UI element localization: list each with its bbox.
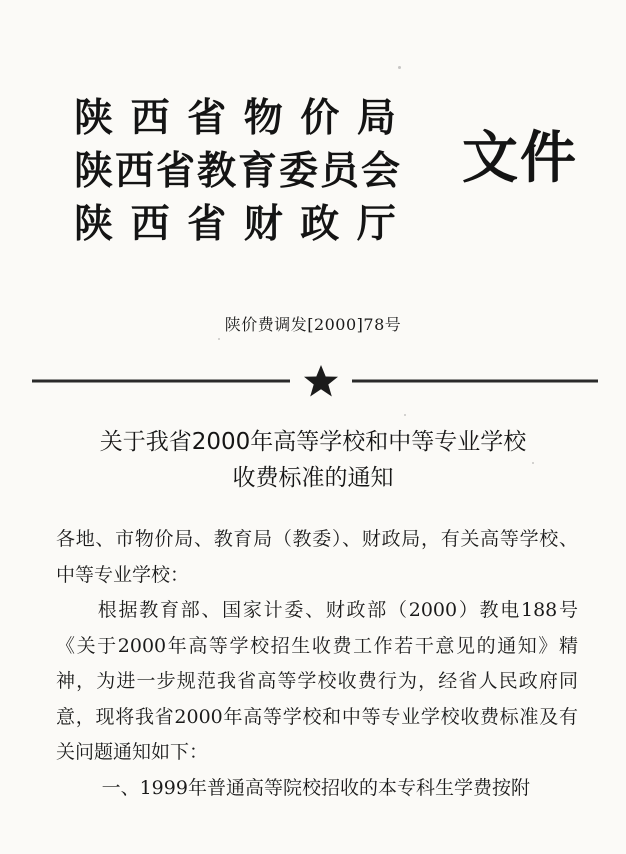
document-number: 陕价费调发[2000]78号 bbox=[224, 315, 402, 334]
scan-speck bbox=[532, 462, 534, 464]
notice-body bbox=[56, 522, 578, 806]
agency-finance-department: 陕 西 省 财 政 厅 bbox=[74, 201, 398, 247]
notice-title bbox=[0, 424, 626, 496]
scan-speck bbox=[218, 338, 220, 340]
document-type-label: 文件 bbox=[462, 125, 578, 191]
body-paragraph-2: 一、1999年普通高等院校招收的本专科生学费按附 bbox=[101, 776, 530, 799]
star-icon bbox=[304, 365, 338, 397]
red-header-divider bbox=[32, 364, 598, 398]
body-paragraph-1: 根据教育部、国家计委、财政部（2000）教电188号《关于2000年高等学校招生收费工作若干意见的通知》精神，为进一步规范我省高等学校收费行为，经省人民政府同意，现将我省2000年高等学校和中等专业学校收费标准及有关问题通知如下： bbox=[56, 599, 578, 763]
issuing-agencies bbox=[74, 92, 444, 251]
scan-speck bbox=[398, 66, 401, 69]
agency-price-bureau: 陕 西 省 物 价 局 bbox=[74, 95, 398, 141]
notice-title-line-1: 关于我省2000年高等学校和中等专业学校 bbox=[99, 429, 527, 455]
agency-education-commission: 陕西省教育委员会 bbox=[74, 148, 403, 194]
scan-speck bbox=[404, 414, 406, 416]
addressee-paragraph: 各地、市物价局、教育局（教委）、财政局，有关高等学校、中等专业学校： bbox=[56, 528, 578, 586]
notice-title-line-2: 收费标准的通知 bbox=[232, 465, 394, 491]
